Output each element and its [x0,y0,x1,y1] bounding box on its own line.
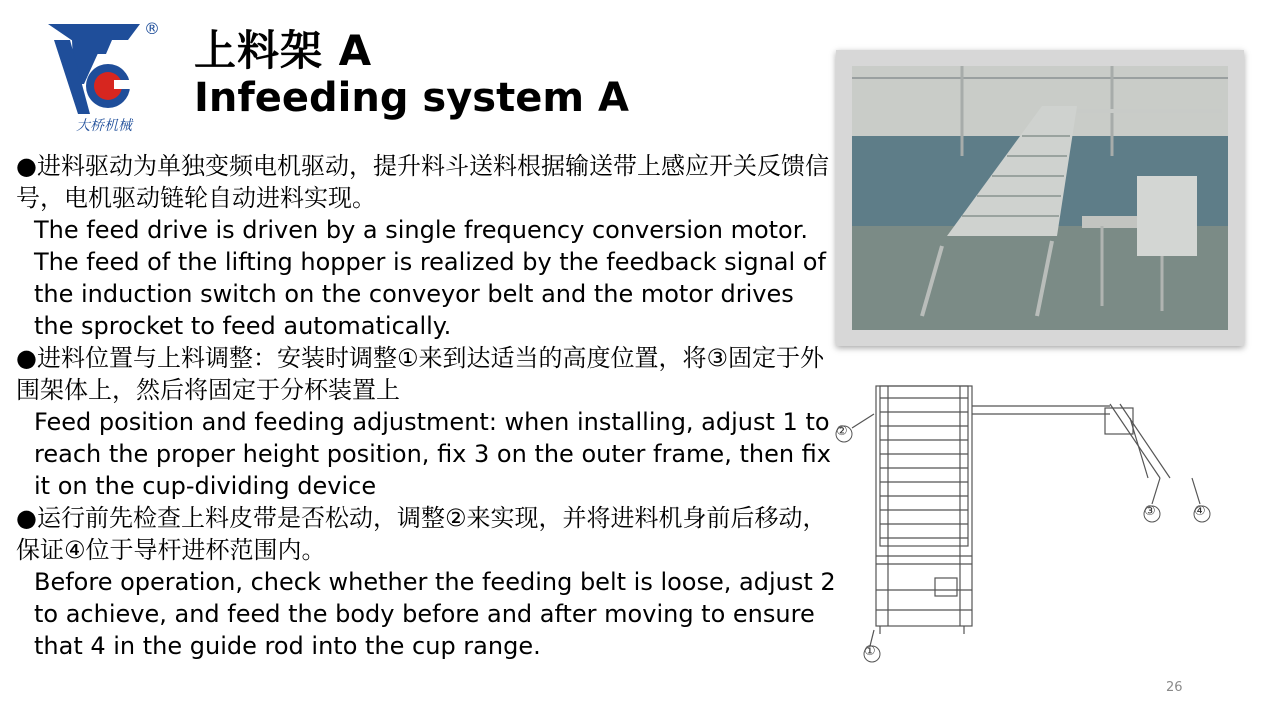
paragraph-2-zh: ●进料位置与上料调整：安装时调整①来到达适当的高度位置，将③固定于外围架体上，然后将固定于分杯装置上 [16,344,824,404]
title-chinese: 上料架 A [194,26,373,75]
drawing-label-2: ② [836,424,848,439]
paragraph-1-en: The feed drive is driven by a single frequency conversion motor. The feed of the lifting hopper is realized by the feedback signal of the induction switch on the conveyor belt and the motor drives the sprocket to feed automatically. [34,216,826,340]
page-number: 26 [1166,680,1183,695]
paragraph-1-zh: ●进料驱动为单独变频电机驱动，提升料斗送料根据输送带上感应开关反馈信号，电机驱动链轮自动进料实现。 [16,152,829,212]
paragraph-3-en: Before operation, check whether the feeding belt is loose, adjust 2 to achieve, and feed the body before and after moving to ensure that 4 in the guide rod into the cup range. [34,568,836,660]
logo-text: 大桥机械 [76,118,132,134]
page-title [194,26,629,121]
paragraph-2-en: Feed position and feeding adjustment: when installing, adjust 1 to reach the proper height position, fix 3 on the outer frame, then fix it on the cup-dividing device [34,408,831,500]
technical-drawing [830,378,1230,668]
title-english: Infeeding system A [194,75,629,121]
paragraph-3-zh: ●运行前先检查上料皮带是否松动，调整②来实现，并将进料机身前后移动，保证④位于导杆进杯范围内。 [16,504,827,564]
drawing-label-1: ① [864,644,876,659]
drawing-label-3: ③ [1144,504,1156,519]
description-text [16,150,836,662]
drawing-label-4: ④ [1194,504,1206,519]
registered-mark: ® [144,19,160,38]
company-logo [44,18,162,136]
machine-photo [836,50,1244,346]
